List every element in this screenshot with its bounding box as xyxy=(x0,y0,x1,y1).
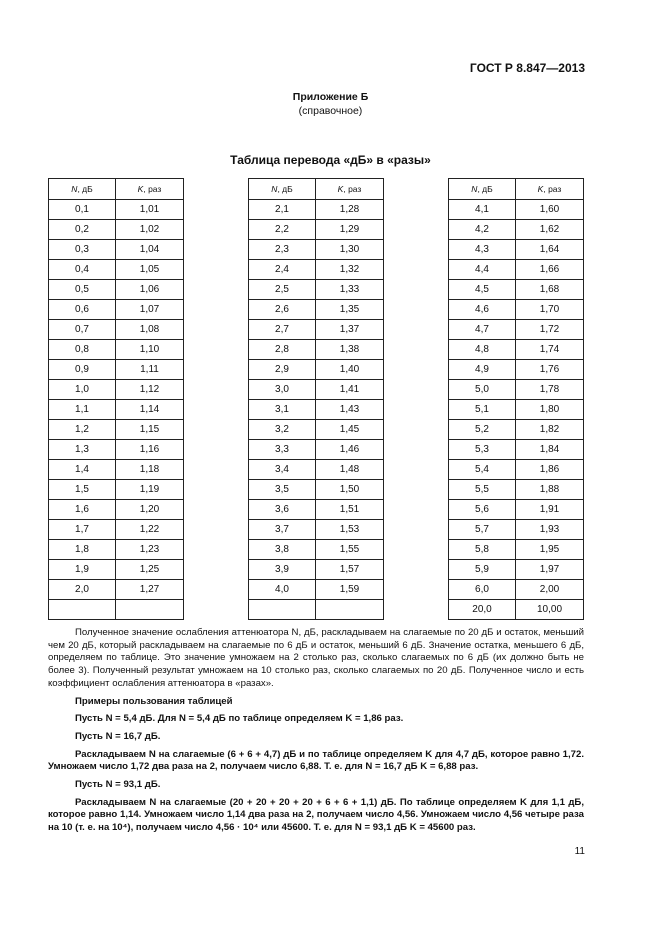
table-row xyxy=(449,400,584,420)
table-row xyxy=(249,460,384,480)
cell-k-times: 1,35 xyxy=(316,300,384,320)
example-2: Раскладываем N на слагаемые (6 + 6 + 4,7) дБ и по таблице определяем K для 4,7 дБ, которое равно 1,72. Умножаем число 1,72 два раза на 2, получаем число 6,88. Т. е. для N = 16,7 дБ K = 6,88 раз. xyxy=(48,748,584,773)
cell-n-db: 0,9 xyxy=(49,360,116,380)
cell-n-db: 1,9 xyxy=(49,560,116,580)
table-row xyxy=(449,540,584,560)
body-text xyxy=(48,627,584,835)
cell-n-db: 1,5 xyxy=(49,480,116,500)
cell-n-db: 5,7 xyxy=(449,520,516,540)
cell-k-times: 1,23 xyxy=(116,540,184,560)
cell-k-times: 1,43 xyxy=(316,400,384,420)
cell-k-times: 1,95 xyxy=(516,540,584,560)
cell-n-db: 5,5 xyxy=(449,480,516,500)
cell-k-times: 1,12 xyxy=(116,380,184,400)
cell-n-db: 4,2 xyxy=(449,220,516,240)
cell-n-db: 20,0 xyxy=(449,600,516,620)
cell-n-db: 3,5 xyxy=(249,480,316,500)
table-row xyxy=(49,320,184,340)
appendix-heading xyxy=(0,90,661,118)
cell-n-db: 6,0 xyxy=(449,580,516,600)
cell-n-db: 5,1 xyxy=(449,400,516,420)
table-row xyxy=(449,440,584,460)
cell-k-times: 1,80 xyxy=(516,400,584,420)
cell-n-db: 2,7 xyxy=(249,320,316,340)
table-row xyxy=(249,540,384,560)
table-row xyxy=(49,580,184,600)
cell-k-times: 1,64 xyxy=(516,240,584,260)
cell-k-times: 1,27 xyxy=(116,580,184,600)
cell-n-db: 3,0 xyxy=(249,380,316,400)
cell-k-times: 1,14 xyxy=(116,400,184,420)
cell-k-times: 1,59 xyxy=(316,580,384,600)
cell-n-db: 3,9 xyxy=(249,560,316,580)
table-row xyxy=(49,420,184,440)
cell-k-times: 1,78 xyxy=(516,380,584,400)
cell-n-db: 4,1 xyxy=(449,200,516,220)
table-row xyxy=(249,320,384,340)
cell-k-times: 1,29 xyxy=(316,220,384,240)
table-row xyxy=(49,520,184,540)
cell-n-db: 5,9 xyxy=(449,560,516,580)
table-row xyxy=(249,240,384,260)
cell-k-times: 1,86 xyxy=(516,460,584,480)
table-row xyxy=(449,200,584,220)
cell-n-db: 2,0 xyxy=(49,580,116,600)
appendix-subtitle: (справочное) xyxy=(298,105,363,117)
cell-k-times: 1,60 xyxy=(516,200,584,220)
cell-n-db: 0,2 xyxy=(49,220,116,240)
table-row xyxy=(449,280,584,300)
cell-k-times: 1,20 xyxy=(116,500,184,520)
cell-n-db: 5,4 xyxy=(449,460,516,480)
table-row xyxy=(449,420,584,440)
table-title: Таблица перевода «дБ» в «разы» xyxy=(230,153,431,167)
explanation-paragraph: Полученное значение ослабления аттенюатора N, дБ, раскладываем на слагаемые по 20 дБ и остаток, меньший чем 20 дБ, который раскладываем на слагаемые по 6 дБ и остаток, меньший 6 дБ. Значение остатка, меньшего 6 дБ, определяем по таблице. Это значение умножаем на 2 столько раз, сколько слагаемых по 6 дБ (их должно быть не более 3). Полученный результат умножаем на 10 столько раз, сколько слагаемых по 20 дБ. Полученное число и есть коэффициент ослабления аттенюатора в «разах». xyxy=(48,627,584,689)
cell-k-times: 1,91 xyxy=(516,500,584,520)
cell-k-times: 1,57 xyxy=(316,560,384,580)
cell-n-db: 5,2 xyxy=(449,420,516,440)
cell-k-times: 1,19 xyxy=(116,480,184,500)
cell-k-times: 1,55 xyxy=(316,540,384,560)
cell-k-times: 1,51 xyxy=(316,500,384,520)
cell-n-db: 1,7 xyxy=(49,520,116,540)
cell-n-db: 2,1 xyxy=(249,200,316,220)
cell-k-times: 1,04 xyxy=(116,240,184,260)
cell-k-times: 2,00 xyxy=(516,580,584,600)
table-row xyxy=(449,560,584,580)
table-row xyxy=(449,360,584,380)
cell-n-db: 4,8 xyxy=(449,340,516,360)
cell-n-db: 4,4 xyxy=(449,260,516,280)
table-row xyxy=(49,220,184,240)
table-row xyxy=(249,380,384,400)
cell-n-db: 4,0 xyxy=(249,580,316,600)
cell-k-times: 1,93 xyxy=(516,520,584,540)
table-row xyxy=(49,240,184,260)
cell-n-db: 4,9 xyxy=(449,360,516,380)
cell-n-db: 1,4 xyxy=(49,460,116,480)
cell-k-times xyxy=(316,600,384,620)
cell-k-times: 1,01 xyxy=(116,200,184,220)
example-3: Раскладываем N на слагаемые (20 + 20 + 20 + 20 + 6 + 6 + 1,1) дБ. По таблице определяем K для 1,1 дБ, которое равно 1,14. Умножаем число 1,14 два раза на 2, получаем число 4,56. Умножаем число 4,56 четыре раза на 10 (т. е. на 10⁴), получаем число 4,56 · 10⁴ или 45600. Т. е. для N = 93,1 дБ K = 45600 раз. xyxy=(48,796,584,834)
table-row xyxy=(49,280,184,300)
cell-n-db xyxy=(249,600,316,620)
cell-n-db: 3,2 xyxy=(249,420,316,440)
conversion-table-3 xyxy=(448,178,584,620)
table-row xyxy=(249,300,384,320)
cell-k-times: 10,00 xyxy=(516,600,584,620)
cell-k-times: 1,22 xyxy=(116,520,184,540)
table-row xyxy=(449,480,584,500)
table-row xyxy=(449,460,584,480)
table-row xyxy=(449,320,584,340)
cell-k-times: 1,46 xyxy=(316,440,384,460)
cell-n-db: 2,2 xyxy=(249,220,316,240)
cell-k-times: 1,08 xyxy=(116,320,184,340)
cell-n-db: 1,1 xyxy=(49,400,116,420)
page-number: 11 xyxy=(574,846,585,857)
cell-k-times: 1,38 xyxy=(316,340,384,360)
cell-k-times: 1,30 xyxy=(316,240,384,260)
cell-k-times: 1,25 xyxy=(116,560,184,580)
table-row xyxy=(49,380,184,400)
table-row xyxy=(249,560,384,580)
table-row xyxy=(249,200,384,220)
table-row xyxy=(49,300,184,320)
cell-n-db: 5,3 xyxy=(449,440,516,460)
cell-n-db: 2,4 xyxy=(249,260,316,280)
table-row xyxy=(449,580,584,600)
table-row xyxy=(249,580,384,600)
cell-k-times: 1,84 xyxy=(516,440,584,460)
cell-n-db: 0,1 xyxy=(49,200,116,220)
cell-k-times: 1,40 xyxy=(316,360,384,380)
table-row xyxy=(49,560,184,580)
table-row xyxy=(449,520,584,540)
table-row xyxy=(249,520,384,540)
cell-k-times: 1,10 xyxy=(116,340,184,360)
cell-k-times: 1,62 xyxy=(516,220,584,240)
cell-k-times: 1,18 xyxy=(116,460,184,480)
cell-k-times: 1,07 xyxy=(116,300,184,320)
cell-n-db: 3,7 xyxy=(249,520,316,540)
table-row xyxy=(449,220,584,240)
table-row xyxy=(449,500,584,520)
cell-n-db: 1,6 xyxy=(49,500,116,520)
cell-n-db: 5,8 xyxy=(449,540,516,560)
cell-k-times: 1,76 xyxy=(516,360,584,380)
cell-n-db: 3,4 xyxy=(249,460,316,480)
table-row xyxy=(249,440,384,460)
table-row xyxy=(49,600,184,620)
cell-k-times: 1,74 xyxy=(516,340,584,360)
cell-k-times: 1,28 xyxy=(316,200,384,220)
cell-k-times: 1,16 xyxy=(116,440,184,460)
cell-n-db: 0,7 xyxy=(49,320,116,340)
table-row xyxy=(449,340,584,360)
cell-k-times: 1,53 xyxy=(316,520,384,540)
cell-k-times: 1,45 xyxy=(316,420,384,440)
table-row xyxy=(249,600,384,620)
cell-n-db: 0,4 xyxy=(49,260,116,280)
table-row xyxy=(49,440,184,460)
table-row xyxy=(449,300,584,320)
cell-k-times: 1,97 xyxy=(516,560,584,580)
cell-n-db: 2,3 xyxy=(249,240,316,260)
table-row xyxy=(449,600,584,620)
cell-n-db: 5,0 xyxy=(449,380,516,400)
header-k: K, раз xyxy=(316,179,384,200)
table-row xyxy=(249,220,384,240)
table-row xyxy=(49,540,184,560)
cell-k-times xyxy=(116,600,184,620)
cell-n-db: 3,3 xyxy=(249,440,316,460)
appendix-title: Приложение Б xyxy=(292,91,369,103)
cell-k-times: 1,11 xyxy=(116,360,184,380)
cell-n-db: 4,3 xyxy=(449,240,516,260)
cell-n-db: 0,5 xyxy=(49,280,116,300)
table-row xyxy=(49,260,184,280)
cell-k-times: 1,37 xyxy=(316,320,384,340)
cell-k-times: 1,33 xyxy=(316,280,384,300)
cell-n-db: 4,6 xyxy=(449,300,516,320)
cell-k-times: 1,66 xyxy=(516,260,584,280)
table-row xyxy=(249,360,384,380)
header-k: K, раз xyxy=(116,179,184,200)
table-row xyxy=(49,500,184,520)
cell-n-db: 2,9 xyxy=(249,360,316,380)
table-row xyxy=(249,500,384,520)
cell-n-db: 1,2 xyxy=(49,420,116,440)
cell-n-db: 0,8 xyxy=(49,340,116,360)
example-2-intro: Пусть N = 16,7 дБ. xyxy=(75,730,161,742)
cell-n-db: 3,6 xyxy=(249,500,316,520)
cell-n-db: 4,5 xyxy=(449,280,516,300)
examples-title: Примеры пользования таблицей xyxy=(75,695,233,707)
cell-n-db: 1,0 xyxy=(49,380,116,400)
table-row xyxy=(49,360,184,380)
cell-k-times: 1,50 xyxy=(316,480,384,500)
cell-k-times: 1,72 xyxy=(516,320,584,340)
example-1: Пусть N = 5,4 дБ. Для N = 5,4 дБ по таблице определяем K = 1,86 раз. xyxy=(75,713,404,725)
table-row xyxy=(249,260,384,280)
table-row xyxy=(449,260,584,280)
document-code: ГОСТ Р 8.847—2013 xyxy=(469,61,585,75)
conversion-table-2 xyxy=(248,178,384,620)
cell-k-times: 1,68 xyxy=(516,280,584,300)
table-row xyxy=(449,240,584,260)
table-row xyxy=(249,400,384,420)
cell-n-db: 3,1 xyxy=(249,400,316,420)
table-row xyxy=(49,480,184,500)
cell-n-db: 2,8 xyxy=(249,340,316,360)
cell-k-times: 1,88 xyxy=(516,480,584,500)
cell-k-times: 1,41 xyxy=(316,380,384,400)
table-row xyxy=(249,420,384,440)
cell-n-db: 0,3 xyxy=(49,240,116,260)
cell-n-db: 0,6 xyxy=(49,300,116,320)
cell-k-times: 1,82 xyxy=(516,420,584,440)
header-n: N, дБ xyxy=(249,179,316,200)
table-row xyxy=(249,280,384,300)
cell-n-db: 3,8 xyxy=(249,540,316,560)
table-row xyxy=(249,480,384,500)
cell-k-times: 1,05 xyxy=(116,260,184,280)
table-row xyxy=(249,340,384,360)
cell-n-db: 1,3 xyxy=(49,440,116,460)
conversion-table-1 xyxy=(48,178,184,620)
table-row xyxy=(49,200,184,220)
table-row xyxy=(449,380,584,400)
table-row xyxy=(49,340,184,360)
example-3-intro: Пусть N = 93,1 дБ. xyxy=(75,779,161,791)
cell-k-times: 1,32 xyxy=(316,260,384,280)
header-n: N, дБ xyxy=(449,179,516,200)
cell-k-times: 1,15 xyxy=(116,420,184,440)
cell-k-times: 1,70 xyxy=(516,300,584,320)
table-row xyxy=(49,460,184,480)
table-row xyxy=(49,400,184,420)
cell-k-times: 1,48 xyxy=(316,460,384,480)
cell-k-times: 1,06 xyxy=(116,280,184,300)
header-k: K, раз xyxy=(516,179,584,200)
header-n: N, дБ xyxy=(49,179,116,200)
cell-n-db: 1,8 xyxy=(49,540,116,560)
cell-n-db: 2,5 xyxy=(249,280,316,300)
cell-k-times: 1,02 xyxy=(116,220,184,240)
cell-n-db: 5,6 xyxy=(449,500,516,520)
cell-n-db xyxy=(49,600,116,620)
cell-n-db: 2,6 xyxy=(249,300,316,320)
cell-n-db: 4,7 xyxy=(449,320,516,340)
